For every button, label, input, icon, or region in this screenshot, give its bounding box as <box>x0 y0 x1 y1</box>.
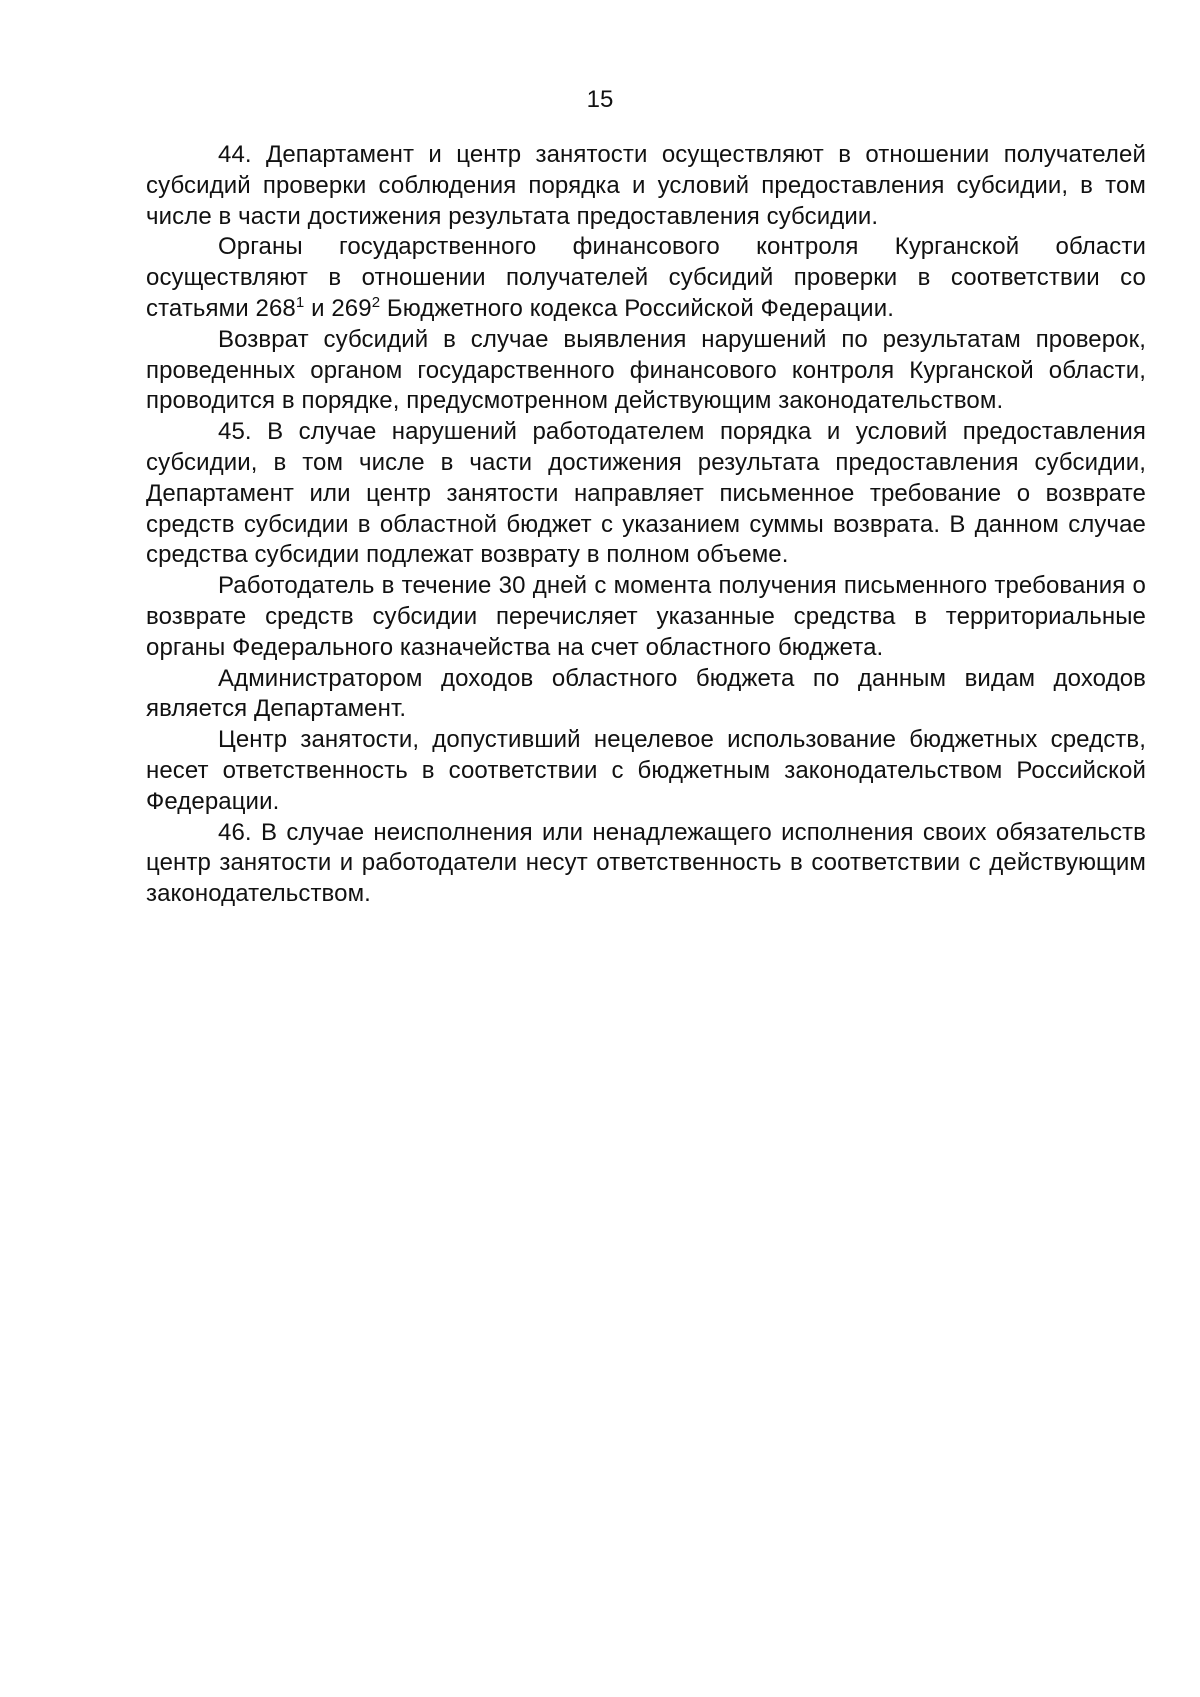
paragraph-employment-center-liability: Центр занятости, допустивший нецелевое использование бюджетных средств, несет ответственность в соответствии с бюджетным законодательством Российской Федерации. <box>146 726 1146 815</box>
paragraph-employer-refund: Работодатель в течение 30 дней с момента получения письменного требования о возврате средств субсидии перечисляет указанные средства в территориальные органы Федерального казначейства на счет областного бюджета. <box>146 572 1146 661</box>
paragraph-text-before-articles: Органы государственного финансового контроля Курганской области осуществляют в отношении получателей субсидий проверки в соответствии со статьями 268 <box>146 233 1146 322</box>
paragraph-subsidy-return: Возврат субсидий в случае выявления нарушений по результатам проверок, проведенных органом государственного финансового контроля Курганской области, проводится в порядке, предусмотренном действующим законодательством. <box>146 325 1146 415</box>
paragraph-revenue-administrator: Администратором доходов областного бюджета по данным видам доходов является Департамент. <box>146 664 1146 723</box>
article-268-superscript: 1 <box>295 293 305 311</box>
paragraph-46: 46. В случае неисполнения или ненадлежащего исполнения своих обязательств центр занятости и работодатели несут ответственность в соответствии с действующим законодательством. <box>146 818 1146 908</box>
page-number: 15 <box>586 86 614 113</box>
paragraph-text-between-articles: и 269 <box>304 294 372 322</box>
document-body <box>146 140 1146 910</box>
paragraph-text-after-articles: Бюджетного кодекса Российской Федерации. <box>380 294 894 322</box>
article-269-superscript: 2 <box>371 293 381 311</box>
paragraph-44: 44. Департамент и центр занятости осуществляют в отношении получателей субсидий проверки соблюдения порядка и условий предоставления субсидии, в том числе в части достижения результата предоставления субсидии. <box>146 141 1146 230</box>
paragraph-45: 45. В случае нарушений работодателем порядка и условий предоставления субсидии, в том числе в части достижения результата предоставления субсидии, Департамент или центр занятости направляет письменное требование о возврате средств субсидии в областной бюджет с указанием суммы возврата. В данном случае средства субсидии подлежат возврату в полном объеме. <box>146 418 1146 569</box>
paragraph-financial-control <box>146 232 1146 324</box>
